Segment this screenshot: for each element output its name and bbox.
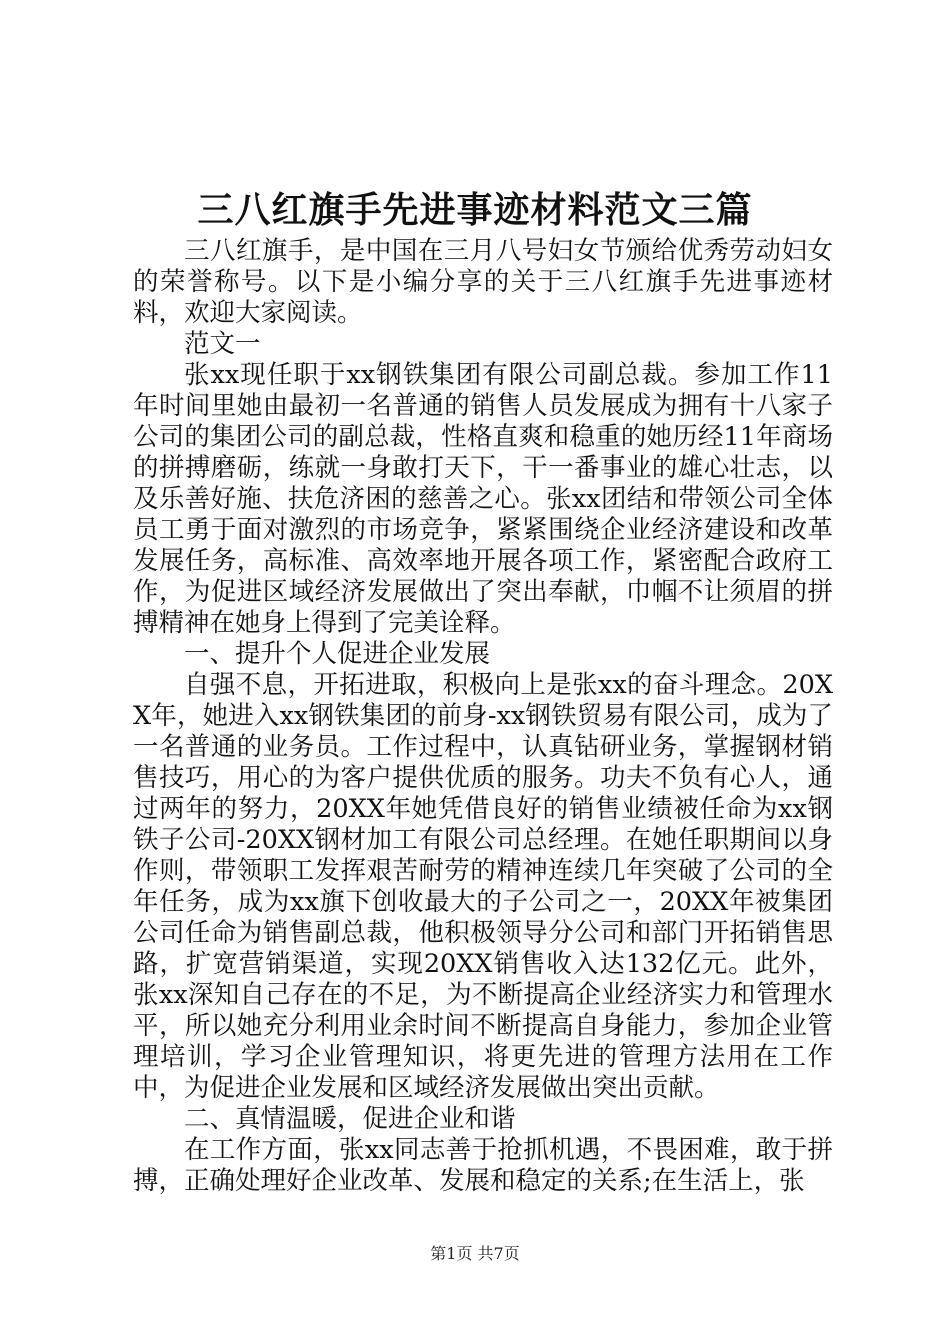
section-heading-sample-one: 范文一 — [184, 329, 261, 359]
body-paragraph: 自强不息，开拓进取，积极向上是张xx的奋斗理念。20XX年，她进入xx钢铁集团的前身-xx钢铁贸易有限公司，成为了一名普通的业务员。工作过程中，认真钻研业务，掌握钢材销售技巧，用心的为客户提供优质的服务。功夫不负有心人，通过两年的努力，20XX年她凭借良好的销售业绩被任命为xx钢铁子公司-20XX钢材加工有限公司总经理。在她任职期间以身作则，带领职工发挥艰苦耐劳的精神连续几年突破了公司的全年任务，成为xx旗下创收最大的子公司之一，20XX年被集团公司任命为销售副总裁，他积极领导分公司和部门开拓销售思路，扩宽营销渠道，实现20XX销售收入达132亿元。此外，张xx深知自己存在的不足，为不断提高企业经济实力和管理水平，所以她充分利用业余时间不断提高自身能力，参加企业管理培训，学习企业管理知识，将更先进的管理方法用在工作中，为促进企业发展和区域经济发展做出突出贡献。 — [133, 670, 833, 1103]
section-heading-personal-growth: 一、提升个人促进企业发展 — [184, 639, 491, 669]
section-heading-warmth-harmony: 二、真情温暖，促进企业和谐 — [184, 1104, 516, 1134]
intro-paragraph: 三八红旗手，是中国在三月八号妇女节颁给优秀劳动妇女的荣誉称号。以下是小编分享的关于三八红旗手先进事迹材料，欢迎大家阅读。 — [133, 236, 833, 328]
document-body — [133, 236, 833, 1197]
body-paragraph: 张xx现任职于xx钢铁集团有限公司副总裁。参加工作11年时间里她由最初一名普通的销售人员发展成为拥有十八家子公司的集团公司的副总裁，性格直爽和稳重的她历经11年商场的拼搏磨砺，练就一身敢打天下，干一番事业的雄心壮志，以及乐善好施、扶危济困的慈善之心。张xx团结和带领公司全体员工勇于面对激烈的市场竞争，紧紧围绕企业经济建设和改革发展任务，高标准、高效率地开展各项工作，紧密配合政府工作，为促进区域经济发展做出了突出奉献，巾帼不让须眉的拼搏精神在她身上得到了完美诠释。 — [133, 360, 833, 638]
document-title: 三八红旗手先进事迹材料范文三篇 — [197, 189, 753, 231]
body-paragraph: 在工作方面，张xx同志善于抢抓机遇，不畏困难，敢于拼搏，正确处理好企业改革、发展和稳定的关系;在生活上，张 — [133, 1135, 833, 1196]
page-number-footer: 第1页 共7页 — [430, 1244, 520, 1263]
